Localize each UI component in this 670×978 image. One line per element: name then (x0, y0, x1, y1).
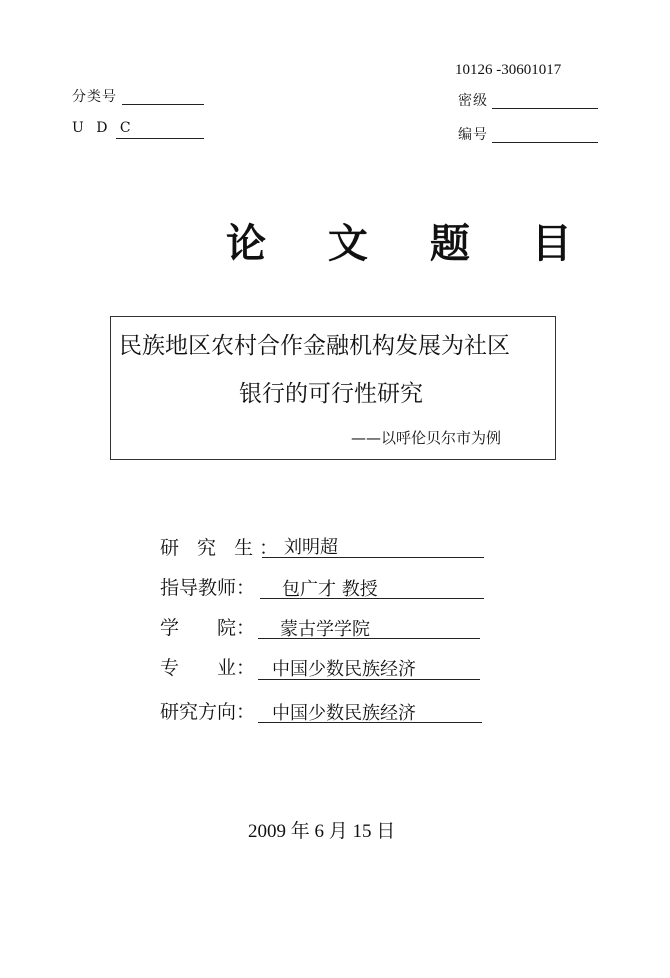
udc-label: U D C (72, 120, 135, 136)
research-direction-label: 研究方向： (160, 701, 256, 723)
secret-level-underline (492, 108, 598, 109)
classification-label: 分类号 (72, 89, 117, 105)
college-value: 蒙古学学院 (280, 619, 370, 640)
college-underline (258, 638, 480, 639)
major-label: 专 业： (160, 657, 256, 679)
student-underline (262, 557, 484, 558)
topic-line-2: 银行的可行性研究 (239, 381, 423, 407)
college-label: 学 院： (160, 617, 256, 639)
secret-level-label: 密级 (458, 93, 488, 109)
udc-underline (116, 138, 204, 139)
advisor-value: 包广才 教授 (282, 579, 378, 600)
research-direction-value: 中国少数民族经济 (272, 703, 416, 724)
advisor-label: 指导教师： (160, 577, 256, 599)
student-value: 刘明超 (284, 537, 338, 558)
submission-date: 2009 年 6 月 15 日 (248, 821, 396, 842)
thesis-heading: 论 文 题 目 (226, 220, 596, 267)
research-direction-underline (258, 722, 482, 723)
advisor-underline (260, 598, 484, 599)
major-value: 中国少数民族经济 (272, 659, 416, 680)
major-underline (258, 679, 480, 680)
serial-number-underline (492, 142, 598, 143)
thesis-code-number: 10126 -30601017 (455, 62, 562, 78)
classification-underline (122, 104, 204, 105)
serial-number-label: 编号 (458, 127, 488, 143)
topic-subtitle: ——以呼伦贝尔市为例 (351, 429, 502, 447)
topic-box (110, 316, 556, 460)
topic-line-1: 民族地区农村合作金融机构发展为社区 (119, 333, 510, 359)
student-label: 研 究 生： (160, 537, 285, 559)
